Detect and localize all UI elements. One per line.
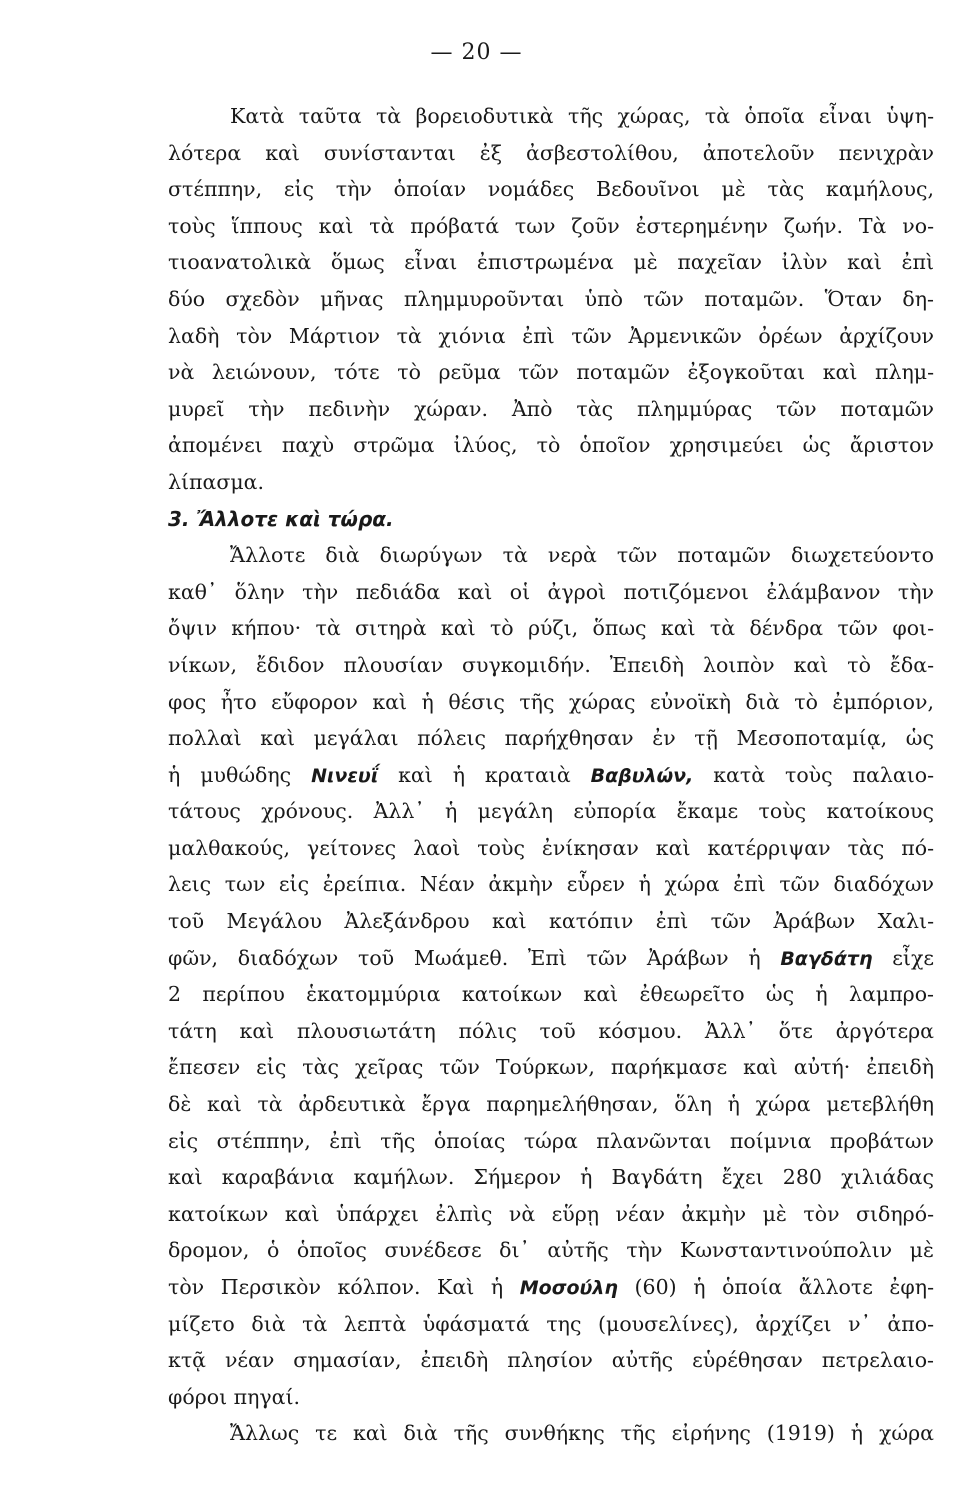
text-line: μίζετο διὰ τὰ λεπτὰ ὑφάσματά της (μουσελίνες), ἀρχίζει ν᾿ ἀπο- [168, 1311, 934, 1336]
text-line: λαδὴ τὸν Μάρτιον τὰ χιόνια ἐπὶ τῶν Ἀρμενικῶν ὀρέων ἀρχίζουν [168, 323, 934, 348]
text-line: τάτη καὶ πλουσιωτάτη πόλις τοῦ κόσμου. Ἀλλ᾿ ὅτε ἀργότερα [168, 1018, 934, 1043]
text-line: δύο σχεδὸν μῆνας πλημμυροῦνται ὑπὸ τῶν ποταμῶν. Ὅταν δη- [168, 286, 934, 311]
text-line: πολλαὶ καὶ μεγάλαι πόλεις παρήχθησαν ἐν τῇ Μεσοποταμίᾳ, ὡς [168, 726, 934, 751]
paragraph-3-line: Ἄλλως τε καὶ διὰ τῆς συνθήκης τῆς εἰρήνης (1919) ἡ χώρα [230, 1421, 934, 1446]
place-name-baghdad: Βαγδάτη [780, 947, 873, 970]
text-line: Ἄλλοτε διὰ διωρύγων τὰ νερὰ τῶν ποταμῶν διωχετεύοντο [230, 543, 934, 568]
text-line: ἀπομένει παχὺ στρῶμα ἰλύος, τὸ ὁποῖον χρησιμεύει ὡς ἄριστον [168, 433, 934, 458]
text-line: ἔπεσεν εἰς τὰς χεῖρας τῶν Τούρκων, παρήκμασε καὶ αὐτή· ἐπειδὴ [168, 1055, 934, 1080]
text-line: νίκων, ἔδιδον πλουσίαν συγκομιδήν. Ἐπειδὴ λοιπὸν καὶ τὸ ἔδα- [168, 652, 934, 677]
text-line: τοὺς ἵππους καὶ τὰ πρόβατά των ζοῦν ἐστερημένην ζωήν. Τὰ νο- [168, 213, 934, 238]
text-line: φόροι πηγαί. [168, 1384, 301, 1409]
text-line: ὄψιν κήπου· τὰ σιτηρὰ καὶ τὸ ρύζι, ὅπως καὶ τὰ δένδρα τῶν φοι- [168, 616, 934, 641]
text-line: φος ἦτο εὔφορον καὶ ἡ θέσις τῆς χώρας εὐνοϊκὴ διὰ τὸ ἐμπόριον, [168, 689, 934, 714]
text-line: λότερα καὶ συνίστανται ἐξ ἀσβεστολίθου, ἀποτελοῦν πενιχρὰν [168, 140, 934, 165]
text-line: καὶ καραβάνια καμήλων. Σήμερον ἡ Βαγδάτη ἔχει 280 χιλιάδας [168, 1165, 934, 1190]
text-line: δὲ καὶ τὰ ἀρδευτικὰ ἔργα παρημελήθησαν, ὅλη ἡ χώρα μετεβλήθη [168, 1092, 934, 1117]
place-name-babylon: Βαβυλών, [590, 764, 694, 787]
page-number: — 20 — [430, 40, 523, 65]
text-line: μαλθακούς, γείτονες λαοὶ τοὺς ἐνίκησαν καὶ κατέρριψαν τὰς πό- [168, 835, 934, 860]
text-line: Κατὰ ταῦτα τὰ βορειοδυτικὰ τῆς χώρας, τὰ ὁποῖα εἶναι ὑψη- [230, 104, 934, 128]
text-line [168, 940, 934, 977]
text-line: στέππην, εἰς τὴν ὁποίαν νομάδες Βεδουῖνοι μὲ τὰς καμήλους, [168, 177, 934, 202]
paragraph-1 [168, 98, 934, 501]
text-line: κτᾷ νέαν σημασίαν, ἐπειδὴ πλησίον αὐτῆς εὑρέθησαν πετρελαιο- [168, 1348, 934, 1373]
section-heading: 3. Ἄλλοτε καὶ τώρα. [168, 506, 394, 531]
text-line: λεις των εἰς ἐρείπια. Νέαν ἀκμὴν εὗρεν ἡ χώρα ἐπὶ τῶν διαδόχων [168, 872, 934, 897]
text-line: τάτους χρόνους. Ἀλλ᾿ ἡ μεγάλη εὐπορία ἔκαμε τοὺς κατοίκους [168, 799, 934, 824]
text-line [168, 1269, 934, 1306]
place-name-nineveh: Νινευΐ [311, 764, 379, 787]
text-run: ἡ μυθώδης [168, 762, 312, 787]
text-line: τοῦ Μεγάλου Ἀλεξάνδρου καὶ κατόπιν ἐπὶ τῶν Ἀράβων Χαλι- [168, 909, 934, 934]
text-line: τιοανατολικὰ ὅμως εἶναι ἐπιστρωμένα μὲ παχεῖαν ἰλὺν καὶ ἐπὶ [168, 250, 934, 275]
text-run: τὸν Περσικὸν κόλπον. Καὶ ἡ [168, 1275, 520, 1299]
text-line: μυρεῖ τὴν πεδινὴν χώραν. Ἀπὸ τὰς πλημμύρας τῶν ποταμῶν [168, 396, 934, 421]
paragraph-2 [168, 537, 934, 1415]
text-line: εἰς στέππην, ἐπὶ τῆς ὁποίας τώρα πλανῶνται ποίμνια προβάτων [168, 1128, 934, 1153]
text-line: 2 περίπου ἑκατομμύρια κατοίκων καὶ ἐθεωρεῖτο ὡς ἡ λαμπρο- [168, 982, 934, 1007]
text-line [168, 757, 934, 794]
text-run: φῶν, διαδόχων τοῦ Μωάμεθ. Ἐπὶ τῶν Ἀράβων ἡ [168, 945, 781, 970]
text-line: δρομον, ὁ ὁποῖος συνέδεσε δι᾿ αὐτῆς τὴν Κωνσταντινούπολιν μὲ [168, 1238, 934, 1263]
text-run: εἶχε [872, 945, 934, 970]
place-name-mosul: Μοσούλη [519, 1277, 618, 1299]
text-line: λίπασμα. [168, 469, 265, 494]
body-text [168, 98, 934, 1452]
text-line: κατοίκων καὶ ὑπάρχει ἐλπὶς νὰ εὕρῃ νέαν ἀκμὴν μὲ τὸν σιδηρό- [168, 1201, 934, 1226]
text-run: (60) ἡ ὁποία ἄλλοτε ἐφη- [617, 1275, 934, 1299]
text-line: νὰ λειώνουν, τότε τὸ ρεῦμα τῶν ποταμῶν ἐξογκοῦται καὶ πλημ- [168, 360, 934, 385]
text-run: καὶ ἡ κραταιὰ [378, 762, 591, 787]
text-run: κατὰ τοὺς παλαιο- [693, 762, 935, 787]
text-line: καθ᾿ ὅλην τὴν πεδιάδα καὶ οἱ ἀγροὶ ποτιζόμενοι ἐλάμβανον τὴν [168, 579, 934, 604]
